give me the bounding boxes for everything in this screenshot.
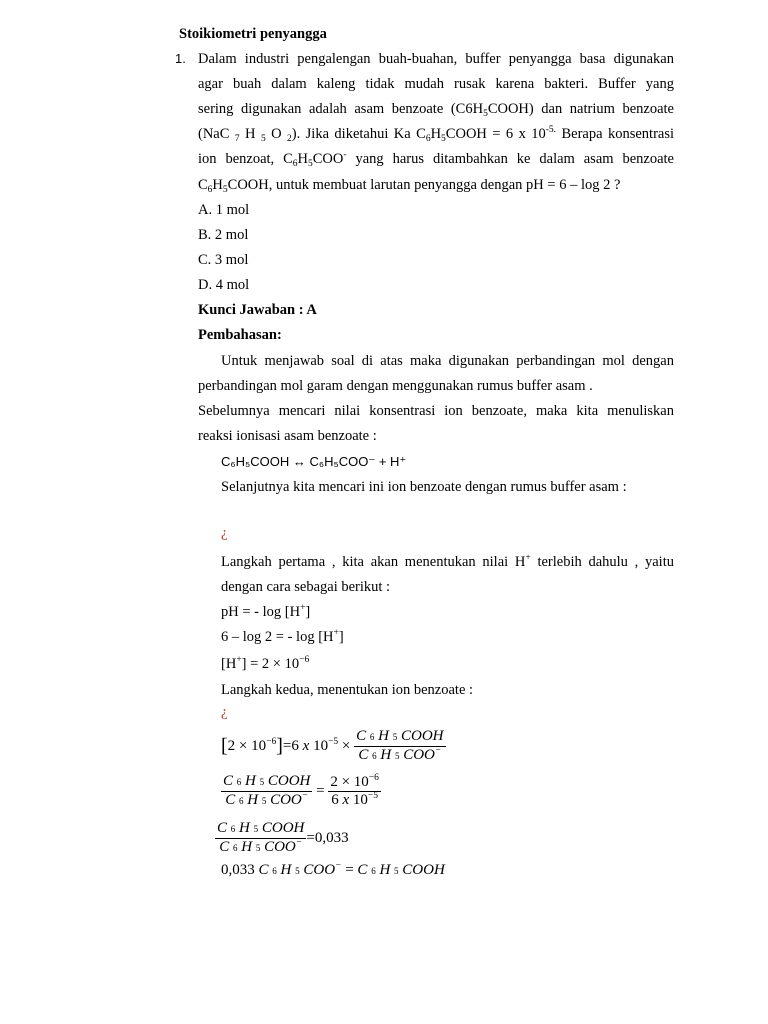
step1-line2: dengan cara sebagai berikut : bbox=[221, 579, 391, 595]
discussion-p2-line2: reaksi ionisasi asam benzoate : bbox=[198, 428, 377, 444]
ph-equation-2: 6 – log 2 = - log [H+] bbox=[221, 628, 344, 645]
option-d: D. 4 mol bbox=[198, 277, 250, 293]
ratio-result-equation: $\frac{\text{C 6 H 5 COOH}}{C 6 H 5 COO^-}$ =0,033 bbox=[217, 820, 349, 855]
question-line-2: agar buah dalam kaleng tidak mudah rusak karena bakteri. Buffer yang bbox=[198, 76, 674, 92]
question-number: 1. bbox=[175, 51, 186, 66]
discussion-p1-line2: perbandingan mol garam dengan menggunakan rumus buffer asam . bbox=[198, 378, 593, 394]
answer-key: Kunci Jawaban : A bbox=[198, 302, 317, 318]
question-line-1: Dalam industri pengalengan buah-buahan, buffer penyangga basa digunakan bbox=[198, 51, 674, 67]
buffer-equation-1: $[2 \times 10^{-6}]=6$ x $10^{-5}$ × $\frac{\text{C 6 H 5 COOH}}{C 6 H 5 COO^-}$ bbox=[221, 728, 444, 763]
question-line-3: sering digunakan adalah asam benzoate $(C6H_5COOH)$ dan natrium benzoate bbox=[198, 101, 674, 119]
question-line-4: (NaC $_7$ H $_5$ O $_2$). Jika diketahui Ka $C_6H_5COOH = 6$ x $10^{-5.}$ Berapa konsentrasi bbox=[198, 125, 675, 144]
discussion-label: Pembahasan: bbox=[198, 327, 282, 343]
step1-line1: Langkah pertama , kita akan menentukan nilai H+ terlebih dahulu , yaitu bbox=[221, 553, 674, 570]
question-line-5: ion benzoat, $C_6H_5COO^-$ yang harus ditambahkan ke dalam asam benzoate bbox=[198, 150, 674, 169]
step2-text: Langkah kedua, menentukan ion benzoate : bbox=[221, 682, 474, 698]
reaction-equation: C₆H₅COOH ↔ C₆H₅COO⁻ + H⁺ bbox=[221, 454, 407, 469]
ph-equation-1: pH = - log [H+] bbox=[221, 603, 311, 620]
option-a: A. 1 mol bbox=[198, 202, 250, 218]
final-equation: 0,033 C 6 H 5 COO− = C 6 H 5 COOH bbox=[221, 861, 445, 878]
page-title: Stoikiometri penyangga bbox=[179, 26, 327, 42]
buffer-equation-2: $\frac{\text{C 6 H 5 COOH}}{C 6 H 5 COO^-}$ = $\frac{2 \times 10^{-6}}{6 x 10^{-5}}$ bbox=[223, 773, 379, 808]
missing-formula-symbol-2: ¿ bbox=[221, 704, 228, 720]
question-line-6: $C_6H_5COOH$, untuk membuat larutan penyangga dengan pH = 6 – log 2 ? bbox=[198, 177, 621, 195]
option-b: B. 2 mol bbox=[198, 227, 249, 243]
option-c: C. 3 mol bbox=[198, 252, 249, 268]
discussion-p2-line1: Sebelumnya mencari nilai konsentrasi ion benzoate, maka kita menuliskan bbox=[198, 403, 674, 419]
missing-formula-symbol-1: ¿ bbox=[221, 525, 228, 541]
discussion-p1-line1: Untuk menjawab soal di atas maka digunakan perbandingan mol dengan bbox=[221, 353, 674, 369]
next-step-text: Selanjutnya kita mencari ini ion benzoate dengan rumus buffer asam : bbox=[221, 479, 627, 495]
h-concentration-equation: $[H^+] = 2 \times 10^{-6}$ bbox=[221, 655, 310, 672]
